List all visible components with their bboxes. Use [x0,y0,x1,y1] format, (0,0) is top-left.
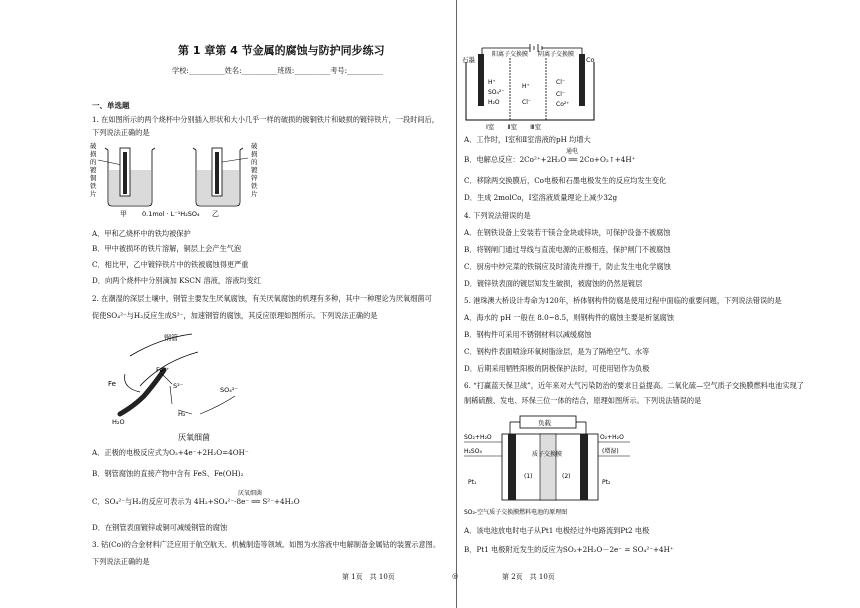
q6-fig-region-1: (1) [524,473,533,480]
q2-stem-1: 2. 在潮湿的深层土壤中，钢管主要发生厌氧腐蚀，有关厌氧腐蚀的机理有多种，其中一种理论为厌氧细菌可 [92,294,432,303]
q5-option-b: B．钢构件可采用不锈钢材料以减缓腐蚀 [464,330,592,339]
q6-fig-pt2: Pt₂ [602,479,611,486]
svg-text:的: 的 [251,158,258,166]
q1-fig-label-a: 甲 [120,210,127,218]
student-info-line: 学校:__________姓名:__________班级:__________考号:__________ [172,66,383,75]
q4-option-d: D．镀锌铁表面的镀层知发生破损，被腐蚀的仍然是镀层 [464,279,643,288]
q2-corrosion-figure [100,326,260,444]
q2-fig-h2: H₂ [178,410,186,418]
section-heading: 一、单选题 [92,101,130,110]
q1-option-b: B．甲中被损坏的铁片溶解，铜层上会产生气泡 [92,244,242,253]
q5-option-a: A．海水的 pH 一般在 8.0~8.5，则钢构件的腐蚀主要是析氢腐蚀 [464,313,674,322]
q3-fig-membrane-2: 阴离子交换膜 [538,51,575,58]
q2-fig-so4: SO₄²⁻ [220,386,238,394]
svg-text:锌: 锌 [251,174,258,182]
q6-fig-input-right: O₂+H₂O [600,434,624,441]
q3-fig-cl-2: Cl⁻ [556,79,566,86]
q3-fig-rooms: Ⅰ室 Ⅱ室 Ⅲ室 [486,123,542,130]
q1-fig-solution: 0.1mol · L⁻¹H₂SO₄ [142,210,200,218]
q3-fig-h: H⁺ [488,79,496,86]
svg-text:的: 的 [90,158,97,166]
q1-fig-label-b: 乙 [212,210,219,218]
q2-fig-bacteria: 厌氧细菌 [178,433,210,442]
svg-text:铜: 铜 [90,174,97,182]
q3-fig-membrane-1: 阳离子交换膜 [492,51,529,58]
q6-fuel-cell-figure [462,412,632,518]
q1-option-d: D．向两个烧杯中分别滴加 KSCN 溶液，溶液均变红 [92,276,261,285]
q3-option-a: A．工作时，Ⅰ室和Ⅱ室溶液的pH 均增大 [464,135,591,144]
q2-fig-fe: Fe [108,380,116,388]
q1-option-c: C．相比甲，乙中镀锌铁片中的铁被腐蚀得更严重 [92,260,249,269]
q3-fig-co: Co [586,56,595,64]
q2-stem-2: 促使SO₄²⁻与H₂反应生成S²⁻，加速钢管的腐蚀，其反应原理如图所示。下列说法正确的是 [92,311,378,320]
q1-option-a: A．甲和乙烧杯中的铁均被保护 [92,229,191,238]
q3-option-b-condition: 通电 [566,148,579,155]
q1-right-label [251,141,258,198]
q3-electrolysis-figure [462,40,612,130]
q2-fig-h2o: H₂O [112,418,125,426]
q2-fig-fe2: Fe²⁺ [156,366,170,374]
q2-fig-pipe: 钢管 [164,334,178,342]
q2-option-c-condition: 厌氧细菌 [238,490,263,497]
q3-fig-graphite: 石墨 [462,56,475,64]
q3-fig-so4: SO₄²⁻ [488,89,505,96]
svg-text:破: 破 [90,142,97,150]
q3-stem-2: 下列说法正确的是 [92,557,150,566]
q5-option-c: C．钢构件表面喷涂环氧树脂涂层，是为了隔绝空气、水等 [464,347,650,356]
q1-stem-2: 下列说法正确的是 [92,128,150,137]
q3-option-d: D．生成 2molCo，Ⅰ室溶液质量理论上减少32g [464,193,618,202]
q3-fig-h-2: H⁺ [522,83,530,90]
q6-fig-membrane: 质子交换膜 [532,451,563,458]
svg-text:铁: 铁 [251,182,258,190]
q6-fig-pt1: Pt₁ [468,479,477,486]
q6-fig-caption: SO₂-空气质子交换膜燃料电池的原理图 [464,509,568,516]
q3-fig-h2o: H₂O [488,99,500,106]
q6-fig-output-right: (增湿) [602,448,619,455]
page-title: 第 1 章第 4 节金属的腐蚀与防护同步练习 [178,44,385,57]
svg-text:铁: 铁 [90,182,97,190]
q3-fig-cl-3: Cl⁻ [556,91,566,98]
q4-stem: 4. 下列说法错误的是 [464,211,531,220]
q2-fig-s2: S²⁻ [173,382,184,390]
svg-text:镀: 镀 [251,166,258,174]
q4-option-b: B．将钢闸门通过导线与直流电源的正极相连，保护闸门不被腐蚀 [464,245,671,254]
q5-option-d: D．后期采用牺牲阳极的阴极保护法时，可使用铝作为负极 [464,364,650,373]
q3-option-b: B．电解总反应：2Co²⁺+2H₂O ══ 2Co+O₂↑+4H⁺ [464,155,636,164]
q2-option-a: A．正极的电极反应式为O₂+4e⁻+2H₂O=4OH⁻ [92,448,249,457]
q2-option-b: B．钢管腐蚀的直接产物中含有 FeS、Fe(OH)₂ [92,469,244,478]
svg-text:片: 片 [90,190,97,198]
q2-option-d: D．在钢管表面镀锌或铜可减缓钢管的腐蚀 [92,523,228,532]
svg-text:破: 破 [251,142,258,150]
footer-page-left: 第 1页 共 10页 [342,573,395,581]
q2-option-c: C．SO₄²⁻与H₂的反应可表示为 4H₂+SO₄²⁻-8e⁻ ══ S²⁻+4H₂O [92,497,300,506]
footer-page-right: 第 2页 共 10页 [502,573,555,581]
svg-text:损: 损 [251,150,258,158]
q6-stem-1: 6. “打赢蓝天保卫战”，近年来对大气污染防治的要求日益提高。二氧化硫—空气质子交换膜燃料电池实现了 [464,381,804,390]
q6-fig-input-left: SO₂+H₂O [464,434,492,441]
q4-option-c: C．厨房中炒完菜的铁锅应及时清洗并擦干，防止发生电化学腐蚀 [464,262,671,271]
svg-text:片: 片 [251,190,258,198]
q6-option-b: B．Pt1 电极附近发生的反应为SO₂+2H₂O－2e⁻ = SO₄²⁻+4H⁺ [464,545,674,554]
q1-left-label [90,141,97,198]
q1-beaker-figure [88,140,268,220]
q6-option-a: A．该电池放电时电子从Pt1 电极经过外电路流到Pt2 电极 [464,526,650,535]
q6-stem-2: 制稀硫酸、发电、环保三位一体的结合，原理如图所示。下列说法错误的是 [464,396,702,405]
page-divider [456,0,457,608]
q1-stem-1: 1. 在如图所示的两个烧杯中分别插入形状和大小几乎一样的破损的镀铜铁片和破损的镀锌铁片，一段时间后， [92,115,439,124]
q6-fig-output-left: H₂SO₄ [464,448,482,455]
q3-fig-co2: Co²⁺ [556,101,570,108]
q3-fig-cl: Cl⁻ [522,99,532,106]
svg-text:损: 损 [90,150,97,158]
q6-fig-load: 负载 [538,419,551,427]
q5-stem: 5. 港珠澳大桥设计寿命为120年，桥体钢构件防腐是使用过程中面临的重要问题，下列说法错误的是 [464,296,782,305]
q4-option-a: A．在钢铁设备上安装若干镁合金块或锌块，可保护设备不被腐蚀 [464,228,671,237]
svg-text:镀: 镀 [90,166,97,174]
q6-fig-region-2: (2) [562,473,571,480]
footer-center-mark: ◎ [452,572,459,580]
q3-option-c: C．移除两交换膜后，Co电极和石墨电极发生的反应均发生变化 [464,176,667,185]
q3-stem-1: 3. 钴(Co)的合金材料广泛应用于航空航天、机械制造等领域。如图为水溶液中电解制备金属钴的装置示意图。 [92,540,441,549]
